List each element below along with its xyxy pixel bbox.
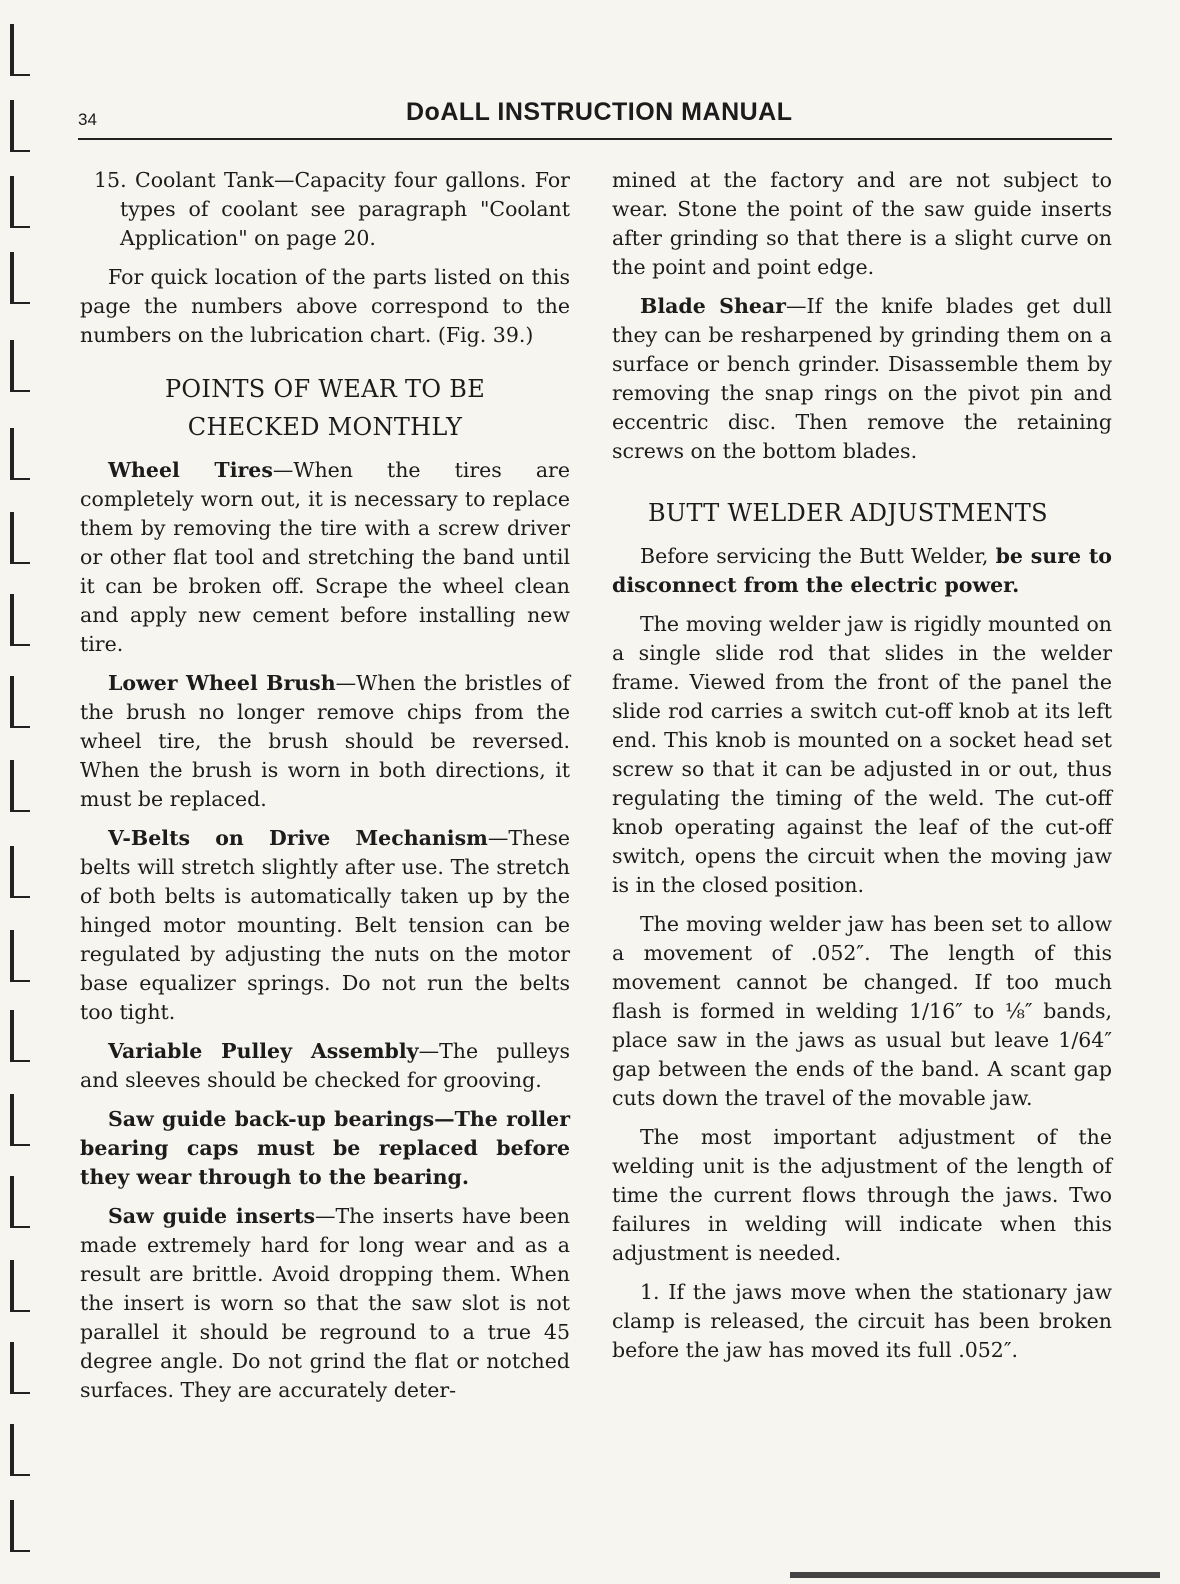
saw-guide-bearings-paragraph: Saw guide back-up bearings—The roller bearing caps must be replaced before they wear through to the bearing. xyxy=(80,1107,570,1189)
binding-mark xyxy=(10,1500,30,1552)
binding-mark xyxy=(10,512,30,564)
left-column xyxy=(80,166,570,1415)
important-adjustment-paragraph: The most important adjustment of the welding unit is the adjustment of the length of time the current flows through the jaws. Two failures in welding will indicate when this adjustment is needed. xyxy=(612,1125,1112,1265)
binding-mark xyxy=(10,1176,30,1228)
binding-mark xyxy=(10,930,30,982)
wheel-tires-paragraph: Wheel Tires—When the tires are completely worn out, it is necessary to replace them by removing the tire with a screw driver or other flat tool and stretching the band until it can be broken off. Scrape the wheel clean and apply new cement before installing new tire. xyxy=(80,458,570,656)
binding-mark xyxy=(10,760,30,812)
failure-1-paragraph: 1. If the jaws move when the stationary jaw clamp is released, the circuit has been broken before the jaw has moved its full .052″. xyxy=(612,1280,1112,1362)
moving-jaw-paragraph: The moving welder jaw is rigidly mounted on a single slide rod that slides in the welder frame. Viewed from the front of the panel the slide rod carries a switch cut-off knob at its left end. This knob is mounted on a socket head set screw so that it can be adjusted in or out, thus regulating the timing of the weld. The cut-off knob operating against the leaf of the cut-off switch, opens the circuit when the moving jaw is in the closed position. xyxy=(612,612,1112,897)
header-rule xyxy=(78,138,1112,140)
binding-mark xyxy=(10,1094,30,1146)
running-title: DoALL INSTRUCTION MANUAL xyxy=(406,98,793,126)
variable-pulley-paragraph: Variable Pulley Assembly—The pulleys and sleeves should be checked for grooving. xyxy=(80,1039,570,1092)
binding-mark xyxy=(10,676,30,728)
lower-wheel-brush-paragraph: Lower Wheel Brush—When the bristles of the brush no longer remove chips from the wheel tire, the brush should be reversed. When the brush is worn in both directions, it must be replaced. xyxy=(80,671,570,811)
scan-edge-bar xyxy=(790,1572,1160,1578)
binding-mark xyxy=(10,1260,30,1312)
before-servicing-paragraph: Before servicing the Butt Welder, be sure to disconnect from the electric power. xyxy=(612,544,1112,597)
page-number: 34 xyxy=(78,110,97,129)
quick-location-paragraph: For quick location of the parts listed on this page the numbers above correspond to the numbers on the lubrication chart. (Fig. 39.) xyxy=(80,265,570,347)
binding-margin xyxy=(4,0,34,1584)
binding-mark xyxy=(10,176,30,228)
binding-mark xyxy=(10,340,30,392)
v-belts-paragraph: V-Belts on Drive Mechanism—These belts will stretch slightly after use. The stretch of both belts is automatically taken up by the hinged motor mounting. Belt tension can be regulated by adjusting the nuts on the motor base equalizer springs. Do not run the belts too tight. xyxy=(80,826,570,1024)
movement-paragraph: The moving welder jaw has been set to allow a movement of .052″. The length of this movement cannot be changed. If too much flash is formed in welding 1/16″ to ⅛″ bands, place saw in the jaws as usual but leave 1/64″ gap between the ends of the band. A scant gap cuts down the travel of the movable jaw. xyxy=(612,912,1112,1110)
page-header xyxy=(78,98,1110,138)
inserts-continued-paragraph: mined at the factory and are not subject to wear. Stone the point of the saw guide inserts after grinding so that there is a slight curve on the point and point edge. xyxy=(612,168,1112,279)
binding-mark xyxy=(10,594,30,646)
binding-mark xyxy=(10,428,30,480)
blade-shear-paragraph: Blade Shear—If the knife blades get dull they can be resharpened by grinding them on a surface or bench grinder. Disassemble them by removing the snap rings on the pivot pin and eccentric disc. Then remove the retaining screws on the bottom blades. xyxy=(612,294,1112,463)
binding-mark xyxy=(10,1424,30,1476)
binding-mark xyxy=(10,1342,30,1394)
binding-mark xyxy=(10,1010,30,1062)
section-heading-points-of-wear: POINTS OF WEAR TO BE CHECKED MONTHLY xyxy=(164,375,486,441)
binding-mark xyxy=(10,252,30,304)
binding-mark xyxy=(10,24,30,76)
right-column xyxy=(612,166,1112,1375)
binding-mark xyxy=(10,846,30,898)
saw-guide-inserts-paragraph: Saw guide inserts—The inserts have been made extremely hard for long wear and as a result are brittle. Avoid dropping them. When the insert is worn so that the saw slot is not parallel it should be reground to a true 45 degree angle. Do not grind the flat or notched surfaces. They are accurately deter- xyxy=(80,1204,570,1402)
section-heading-butt-welder: BUTT WELDER ADJUSTMENTS xyxy=(648,499,1048,527)
item-15-coolant-tank: 15. Coolant Tank—Capacity four gallons. For types of coolant see paragraph "Coolant Application" on page 20. xyxy=(94,168,570,250)
binding-mark xyxy=(10,100,30,152)
